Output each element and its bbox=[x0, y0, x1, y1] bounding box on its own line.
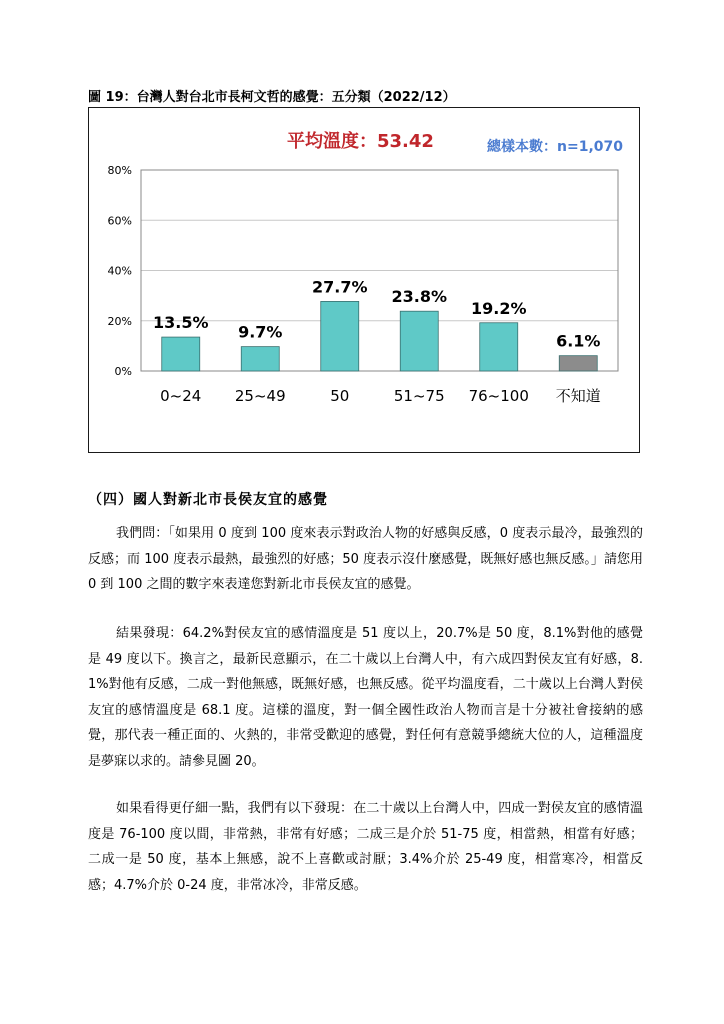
paragraph-results: 結果發現：64.2%對侯友宜的感情溫度是 51 度以上，20.7%是 50 度，8.1%對他的感覺是 49 度以下。換言之，最新民意顯示，在二十歲以上台灣人中，有六成四對侯友宜有好感，8.1%對他有反感，二成一對他無感，既無好感，也無反感。從平均溫度看，二十歲以上台灣人對侯友宜的感情溫度是 68.1 度。這樣的溫度，對一個全國性政治人物而言是十分被社會接納的感覺，那代表一種正面的、火熱的，非常受歡迎的感覺，對任何有意競爭總統大位的人，這種溫度是夢寐以求的。請參見圖 20。 bbox=[88, 626, 643, 769]
bar-value-label: 19.2% bbox=[470, 298, 527, 318]
bar bbox=[480, 323, 518, 371]
x-category-label: 76~100 bbox=[468, 387, 529, 405]
paragraph-details: 如果看得更仔細一點，我們有以下發現：在二十歲以上台灣人中，四成一對侯友宜的感情溫度是 76-100 度以間，非常熱，非常有好感；二成三是介於 51-75 度，相當熱，相當有好感；二成一是 50 度，基本上無感，說不上喜歡或討厭；3.4%介於 25-49 度，相當寒冷，相當反感；4.7%介於 0-24 度，非常冰冷，非常反感。 bbox=[88, 801, 643, 893]
x-category-label: 25~49 bbox=[234, 387, 286, 405]
x-category-label: 51~75 bbox=[393, 387, 445, 405]
bar-value-label: 13.5% bbox=[152, 313, 209, 333]
chart-frame bbox=[88, 107, 640, 453]
y-tick-label: 20% bbox=[107, 314, 132, 328]
y-tick-label: 60% bbox=[107, 214, 132, 228]
bar-value-label: 6.1% bbox=[556, 331, 601, 351]
bar-chart bbox=[89, 108, 639, 452]
bar-value-label: 9.7% bbox=[238, 322, 283, 342]
y-tick-label: 80% bbox=[107, 164, 132, 177]
x-category-label: 不知道 bbox=[555, 387, 601, 405]
bar bbox=[321, 301, 359, 371]
bar bbox=[400, 311, 438, 371]
bar bbox=[559, 356, 597, 371]
x-category-label: 0~24 bbox=[160, 387, 202, 405]
sample-size-label: 總樣本數：n=1,070 bbox=[487, 139, 623, 155]
bar bbox=[241, 347, 279, 371]
y-tick-label: 40% bbox=[107, 264, 132, 278]
bar bbox=[162, 337, 200, 371]
paragraph-question: 我們問：「如果用 0 度到 100 度來表示對政治人物的好感與反感，0 度表示最冷，最強烈的反感；而 100 度表示最熱，最強烈的好感；50 度表示沒什麼感覺，既無好感也無反感。」請您用 0 到 100 之間的數字來表達您對新北市長侯友宜的感覺。 bbox=[88, 526, 643, 592]
average-temperature-label: 平均溫度：53.42 bbox=[287, 131, 434, 152]
section-heading: （四）國人對新北市長侯友宜的感覺 bbox=[88, 492, 328, 508]
figure-caption: 圖 19：台灣人對台北市長柯文哲的感覺：五分類（2022/12） bbox=[88, 90, 456, 105]
bar-value-label: 27.7% bbox=[311, 277, 368, 297]
y-tick-label: 0% bbox=[114, 365, 132, 378]
x-category-label: 50 bbox=[330, 387, 350, 405]
bar-value-label: 23.8% bbox=[391, 287, 448, 307]
